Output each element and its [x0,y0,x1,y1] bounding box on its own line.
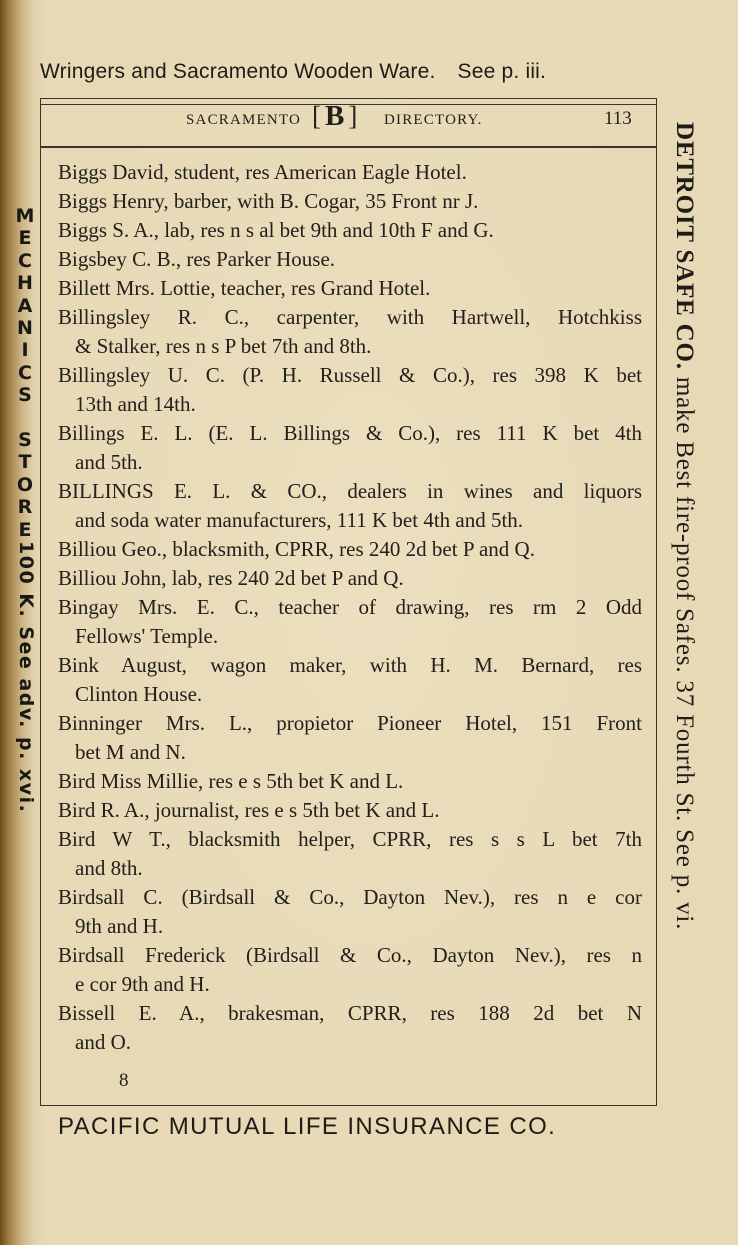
directory-entry [58,477,642,535]
directory-entries [58,158,642,1057]
entry-continuation: and O. [75,1030,131,1054]
vertical-letter: H [17,272,33,295]
directory-entry [58,303,642,361]
entry-continuation: 9th and H. [75,914,164,938]
running-head-title: DIRECTORY. [384,112,483,128]
vertical-letter: R [17,496,33,519]
vertical-letter: T [18,451,32,474]
entry-continuation: and soda water manufacturers, 111 K bet 4th and 5th. [75,508,524,532]
top-ad-text: Wringers and Sacramento Wooden Ware. [40,60,436,83]
vertical-letter: A [17,294,33,317]
vertical-letter: S [18,429,32,452]
open-bracket: [ [312,101,321,131]
vertical-letter: N [17,317,33,340]
entry-line: Billiou John, lab, res 240 2d bet P and Q. [58,566,404,590]
entry-continuation: e cor 9th and H. [75,972,210,996]
entry-line: Billings E. L. (E. L. Billings & Co.), res 111 K bet 4th [58,421,642,445]
top-advertisement [40,60,546,84]
top-ad-page-ref: See p. iii. [457,60,547,83]
entry-line: Bird Miss Millie, res e s 5th bet K and L. [58,769,404,793]
directory-entry [58,651,642,709]
running-head-city: SACRAMENTO [186,112,302,128]
entry-continuation: and 8th. [75,856,143,880]
entry-line: Bigsbey C. B., res Parker House. [58,247,336,271]
entry-line: Bird R. A., journalist, res e s 5th bet K and L. [58,798,440,822]
right-ad-text: make Best fire-proof Safes. 37 Fourth St. See p. vi. [671,376,698,931]
entry-line: BILLINGS E. L. & CO., dealers in wines and liquors [58,479,642,503]
directory-entry [58,825,642,883]
entry-line: Biggs S. A., lab, res n s al bet 9th and 10th F and G. [58,218,494,242]
directory-entry [58,535,642,564]
directory-entry [58,361,642,419]
directory-entry [58,216,642,245]
directory-entry [58,999,642,1057]
entry-continuation: Clinton House. [75,682,203,706]
vertical-letters [8,205,42,541]
entry-line: Birdsall Frederick (Birdsall & Co., Dayton Nev.), res n [58,943,642,967]
entry-continuation: & Stalker, res n s P bet 7th and 8th. [75,334,372,358]
directory-entry [58,593,642,651]
entry-continuation: 13th and 14th. [75,392,196,416]
directory-entry [58,941,642,999]
entry-line: Billett Mrs. Lottie, teacher, res Grand Hotel. [58,276,431,300]
entry-line: Billingsley R. C., carpenter, with Hartwell, Hotchkiss [58,305,642,329]
directory-entry [58,796,642,825]
entry-line: Biggs David, student, res American Eagle Hotel. [58,160,467,184]
left-margin-advertisement [8,205,42,996]
directory-entry [58,419,642,477]
entry-continuation: Fellows' Temple. [75,624,219,648]
entry-line: Birdsall C. (Birdsall & Co., Dayton Nev.), res n e cor [58,885,642,909]
entry-line: Bingay Mrs. E. C., teacher of drawing, res rm 2 Odd [58,595,642,619]
directory-entry [58,274,642,303]
vertical-letter: I [21,339,29,362]
directory-entry [58,245,642,274]
entry-line: Binninger Mrs. L., propietor Pioneer Hotel, 151 Front [58,711,642,735]
vertical-letter: O [16,473,34,496]
right-margin-advertisement [670,122,698,930]
entry-line: Biggs Henry, barber, with B. Cogar, 35 Front nr J. [58,189,479,213]
header-rule [40,146,657,148]
entry-line: Bird W T., blacksmith helper, CPRR, res s s L bet 7th [58,827,642,851]
vertical-letter [8,407,42,429]
vertical-letter: C [18,361,32,384]
right-ad-company: DETROIT SAFE CO. [671,122,698,370]
entry-continuation: bet M and N. [75,740,186,764]
vertical-letter: E [18,518,32,541]
directory-entry [58,187,642,216]
vertical-letter: C [18,249,32,272]
entry-line: Billingsley U. C. (P. H. Russell & Co.), res 398 K bet [58,363,642,387]
running-head-section [312,100,357,133]
entry-continuation: and 5th. [75,450,143,474]
directory-entry [58,158,642,187]
close-bracket: ] [348,101,358,131]
page-number: 113 [604,108,632,129]
entry-line: Billiou Geo., blacksmith, CPRR, res 240 2d bet P and Q. [58,537,535,561]
left-ad-rotated-text: 100 K. See adv. p. xvi. [15,541,37,814]
signature-mark: 8 [119,1070,129,1091]
entry-line: Bissell E. A., brakesman, CPRR, res 188 2d bet N [58,1001,642,1025]
entry-line: Bink August, wagon maker, with H. M. Bernard, res [58,653,642,677]
directory-entry [58,709,642,767]
directory-entry [58,767,642,796]
vertical-letter: S [18,384,32,407]
directory-entry [58,564,642,593]
section-letter: B [325,100,345,132]
directory-entry [58,883,642,941]
vertical-letter: M [15,205,35,227]
bottom-advertisement: PACIFIC MUTUAL LIFE INSURANCE CO. [58,1113,557,1140]
vertical-letter: E [18,227,32,250]
